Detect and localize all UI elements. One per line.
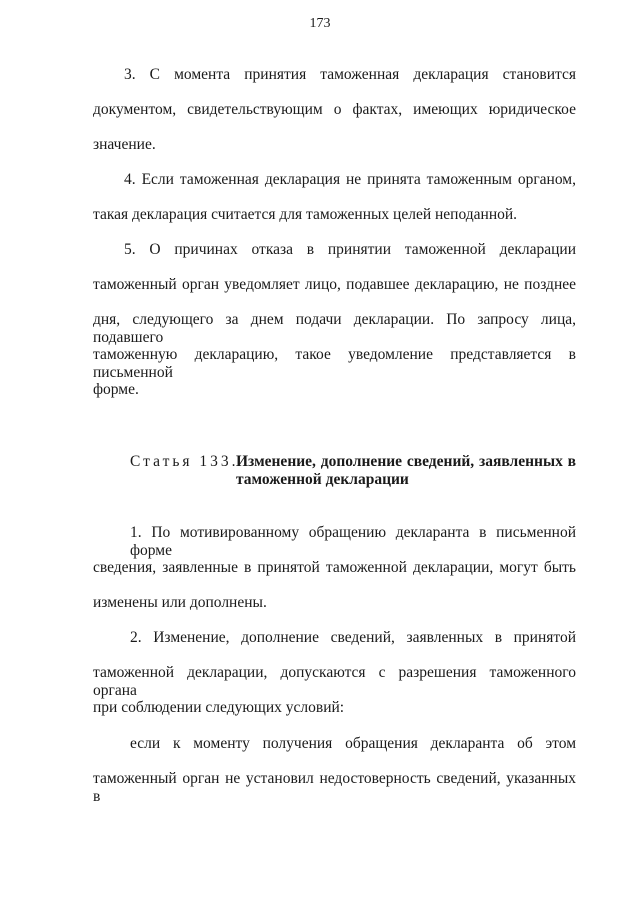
article-title-line-1: Изменение, дополнение сведений, заявленных в	[236, 453, 576, 470]
text-line: изменены или дополнены.	[93, 594, 267, 611]
text-line: таможенный орган уведомляет лицо, подавшее декларацию, не позднее	[93, 276, 576, 293]
text-line: таможенную декларацию, такое уведомление представляется в письменной	[93, 346, 576, 381]
article-label: Статья 133.	[130, 453, 239, 470]
text-line: 3. С момента принятия таможенная декларация становится	[124, 66, 576, 83]
text-line: если к моменту получения обращения декларанта об этом	[130, 735, 576, 752]
text-line: при соблюдении следующих условий:	[93, 699, 345, 716]
text-line: 1. По мотивированному обращению декларанта в письменной форме	[130, 524, 576, 559]
text-line: 5. О причинах отказа в принятии таможенной декларации	[124, 241, 576, 258]
text-line: форме.	[93, 381, 139, 398]
text-line: сведения, заявленные в принятой таможенной декларации, могут быть	[93, 559, 576, 576]
text-line: документом, свидетельствующим о фактах, имеющих юридическое	[93, 101, 576, 118]
article-title-line-2: таможенной декларации	[236, 471, 409, 488]
text-line: таможенной декларации, допускаются с разрешения таможенного органа	[93, 664, 576, 699]
text-line: такая декларация считается для таможенных целей неподанной.	[93, 206, 518, 223]
text-line: значение.	[93, 136, 156, 153]
text-line: таможенный орган не установил недостоверность сведений, указанных в	[93, 770, 576, 805]
text-line: 4. Если таможенная декларация не принята таможенным органом,	[124, 171, 576, 188]
text-line: 2. Изменение, дополнение сведений, заявленных в принятой	[130, 629, 576, 646]
text-line: дня, следующего за днем подачи декларации. По запросу лица, подавшего	[93, 311, 576, 346]
page-number: 173	[309, 16, 331, 31]
